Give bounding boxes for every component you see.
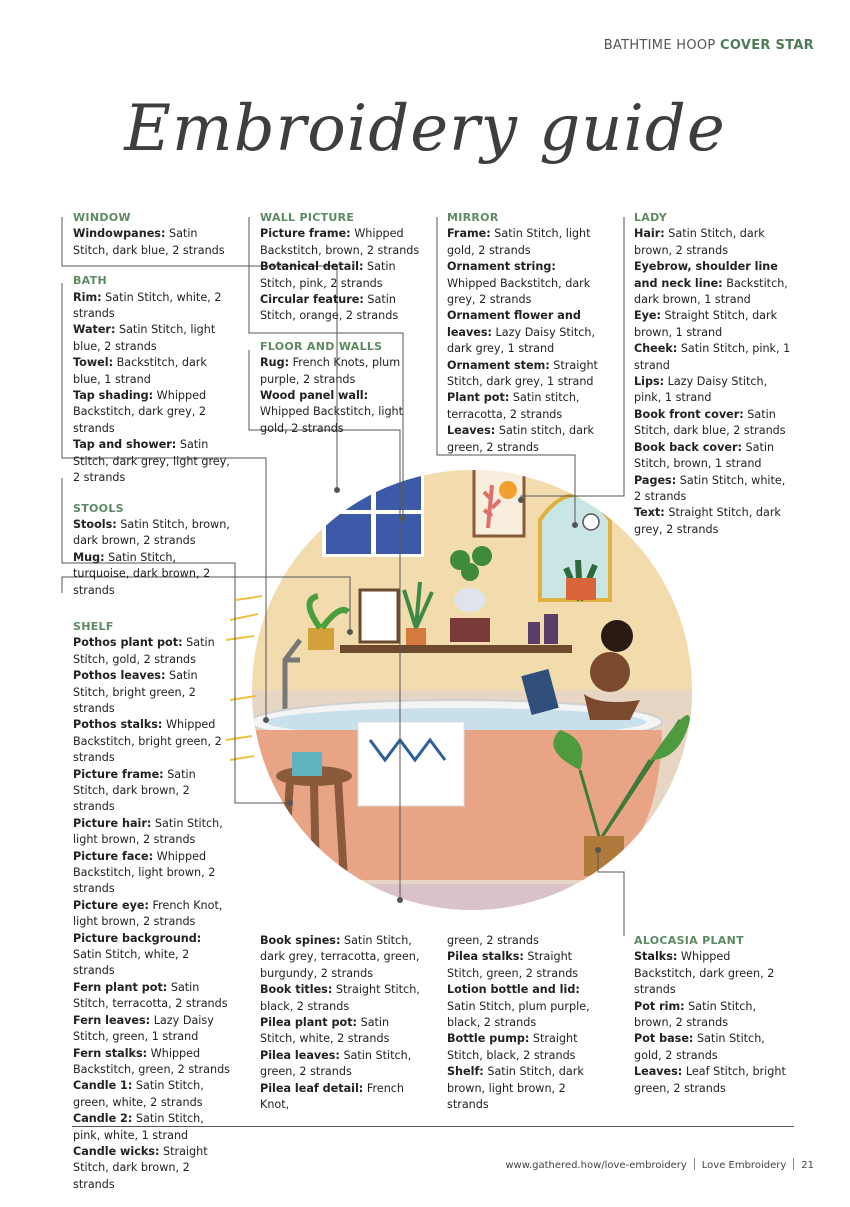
item-candle-wicks: Candle wicks: Straight Stitch, dark brown, 2 strands: [73, 1144, 208, 1191]
item-rim: Rim: Satin Stitch, white, 2 strands: [73, 290, 222, 321]
item-plant-pot: Plant pot: Satin stitch, terracotta, 2 strands: [447, 391, 580, 421]
item-eyebrow: Eyebrow, shoulder line and neck line: Backstitch, dark brown, 1 strand: [634, 260, 788, 307]
section-lady: [634, 210, 794, 538]
item-pot-base: Pot base: Satin Stitch, gold, 2 strands: [634, 1032, 765, 1062]
item-pot-rim: Pot rim: Satin Stitch, brown, 2 strands: [634, 999, 757, 1030]
col-bottom-books-pilea: [260, 933, 420, 1113]
towel: [358, 722, 464, 806]
heading-lady: LADY: [634, 211, 668, 224]
section-bath: [73, 273, 231, 486]
heading-bath: BATH: [73, 274, 107, 288]
col-alocasia: [634, 933, 794, 1111]
item-botanical-detail: Botanical detail: Satin Stitch, pink, 2 strands: [260, 260, 396, 290]
item-book-titles: Book titles: Straight Stitch, black, 2 strands: [260, 983, 420, 1013]
item-picture-eye: Picture eye: French Knot, light brown, 2 strands: [73, 898, 223, 929]
item-pilea-plant-pot: Pilea plant pot: Satin Stitch, white, 2 strands: [260, 1016, 390, 1046]
heading-alocasia: ALOCASIA PLANT: [634, 934, 744, 947]
item-tap-shading: Tap shading: Whipped Backstitch, dark grey, 2 strands: [73, 389, 207, 435]
item-towel: Towel: Backstitch, dark blue, 1 strand: [73, 356, 207, 386]
section-alocasia: [634, 933, 794, 1097]
col-bottom-pilea-lotion-shelf: [447, 933, 607, 1113]
heading-floor-and-walls: FLOOR AND WALLS: [260, 339, 383, 353]
item-text: Text: Straight Stitch, dark grey, 2 strands: [634, 506, 781, 536]
item-leaves: Leaves: Satin stitch, dark green, 2 strands: [447, 424, 595, 454]
heading-window: WINDOW: [73, 211, 131, 224]
footer-url[interactable]: www.gathered.how/love-embroidery: [505, 1160, 687, 1171]
item-pilea-stalks: Pilea stalks: Straight Stitch, green, 2 strands: [447, 950, 579, 980]
col-lady: [634, 210, 794, 552]
item-book-front-cover: Book front cover: Satin Stitch, dark blue, 2 strands: [634, 407, 786, 438]
item-wall-picture-frame: Picture frame: Whipped Backstitch, brown, 2 strands: [260, 227, 420, 257]
item-picture-face: Picture face: Whipped Backstitch, light brown, 2 strands: [73, 849, 216, 896]
item-pothos-plant-pot: Pothos plant pot: Satin Stitch, gold, 2 strands: [73, 636, 215, 666]
header-highlight: COVER STAR: [719, 38, 814, 53]
item-wood-panel-wall: Wood panel wall: Whipped Backstitch, light gold, 2 strands: [260, 389, 404, 435]
item-pilea-leaf-detail: Pilea leaf detail: French Knot,: [260, 1081, 405, 1112]
item-stools: Stools: Satin Stitch, brown, dark brown, 2 strands: [73, 517, 230, 548]
item-picture-background: Picture background: Satin Stitch, white, 2 strands: [73, 931, 202, 978]
section-floor-and-walls: [260, 339, 420, 437]
item-pilea-leaves: Pilea leaves: Satin Stitch, green, 2 strands: [260, 1048, 412, 1079]
item-book-spines: Book spines: Satin Stitch, dark grey, terracotta, green, burgundy, 2 strands: [260, 934, 420, 980]
item-fern-leaves: Fern leaves: Lazy Daisy Stitch, green, 1 strand: [73, 1013, 214, 1044]
section-window: [73, 210, 231, 259]
item-ornament-flower: Ornament flower and leaves: Lazy Daisy Stitch, dark grey, 1 strand: [447, 309, 596, 356]
item-bottle-pump: Bottle pump: Straight Stitch, black, 2 strands: [447, 1032, 578, 1062]
col-window-bath-stools-shelf: [73, 210, 231, 1207]
section-wall-picture: [260, 210, 420, 325]
item-stalks: Stalks: Whipped Backstitch, dark green, 2 strands: [634, 950, 775, 997]
heading-wall-picture: WALL PICTURE: [260, 211, 355, 224]
section-shelf: [73, 619, 231, 1193]
item-cheek: Cheek: Satin Stitch, pink, 1 strand: [634, 342, 791, 372]
item-mirror-frame: Frame: Satin Stitch, light gold, 2 strands: [447, 227, 591, 257]
col-wall-picture-floor: [260, 210, 420, 451]
item-mug: Mug: Satin Stitch, turquoise, dark brown, 2 strands: [73, 550, 211, 597]
lady-head: [590, 652, 630, 692]
item-alocasia-leaves: Leaves: Leaf Stitch, bright green, 2 strands: [634, 1065, 786, 1095]
heading-stools: STOOLS: [73, 501, 124, 515]
heading-shelf: SHELF: [73, 619, 114, 633]
header-series: BATHTIME HOOP: [603, 38, 716, 53]
item-ornament-string: Ornament string: Whipped Backstitch, dark grey, 2 strands: [447, 260, 591, 307]
item-ornament-stem: Ornament stem: Straight Stitch, dark grey, 1 strand: [447, 358, 598, 389]
item-lips: Lips: Lazy Daisy Stitch, pink, 1 strand: [634, 375, 768, 405]
item-pilea-leaf-detail-cont: green, 2 strands: [447, 934, 539, 947]
item-rug: Rug: French Knots, plum purple, 2 strands: [260, 356, 401, 386]
heading-mirror: MIRROR: [447, 211, 499, 224]
item-fern-plant-pot: Fern plant pot: Satin Stitch, terracotta, 2 strands: [73, 980, 228, 1011]
item-lotion-bottle: Lotion bottle and lid: Satin Stitch, plum purple, black, 2 strands: [447, 983, 590, 1030]
item-circular-feature: Circular feature: Satin Stitch, orange, 2 strands: [260, 293, 399, 323]
item-tap-and-shower: Tap and shower: Satin Stitch, dark grey, light grey, 2 strands: [73, 438, 230, 485]
page-title: Embroidery guide: [124, 92, 726, 166]
item-pothos-stalks: Pothos stalks: Whipped Backstitch, bright green, 2 strands: [73, 718, 222, 765]
item-water: Water: Satin Stitch, light blue, 2 strands: [73, 323, 216, 353]
col-mirror: [447, 210, 607, 470]
item-shelf: Shelf: Satin Stitch, dark brown, light brown, 2 strands: [447, 1065, 584, 1112]
item-windowpanes: Windowpanes: Satin Stitch, dark blue, 2 strands: [73, 227, 225, 257]
page-number: 21: [801, 1160, 814, 1171]
item-hair: Hair: Satin Stitch, dark brown, 2 strands: [634, 227, 765, 257]
item-fern-stalks: Fern stalks: Whipped Backstitch, green, 2 strands: [73, 1046, 231, 1076]
section-stools: [73, 501, 231, 599]
footer: [505, 1158, 814, 1171]
item-candle-1: Candle 1: Satin Stitch, green, white, 2 strands: [73, 1079, 204, 1109]
item-pothos-leaves: Pothos leaves: Satin Stitch, bright green, 2 strands: [73, 669, 198, 715]
item-book-back-cover: Book back cover: Satin Stitch, brown, 1 strand: [634, 440, 775, 471]
item-pages: Pages: Satin Stitch, white, 2 strands: [634, 473, 786, 503]
item-candle-2: Candle 2: Satin Stitch, pink, white, 1 strand: [73, 1112, 204, 1142]
footer-magazine: Love Embroidery: [701, 1160, 787, 1171]
item-eye: Eye: Straight Stitch, dark brown, 1 strand: [634, 309, 778, 339]
item-picture-frame: Picture frame: Satin Stitch, dark brown, 2 strands: [73, 767, 196, 814]
shelf: [340, 645, 572, 653]
section-mirror: [447, 210, 607, 456]
footer-divider: [72, 1126, 794, 1127]
item-picture-hair: Picture hair: Satin Stitch, light brown, 2 strands: [73, 816, 223, 847]
